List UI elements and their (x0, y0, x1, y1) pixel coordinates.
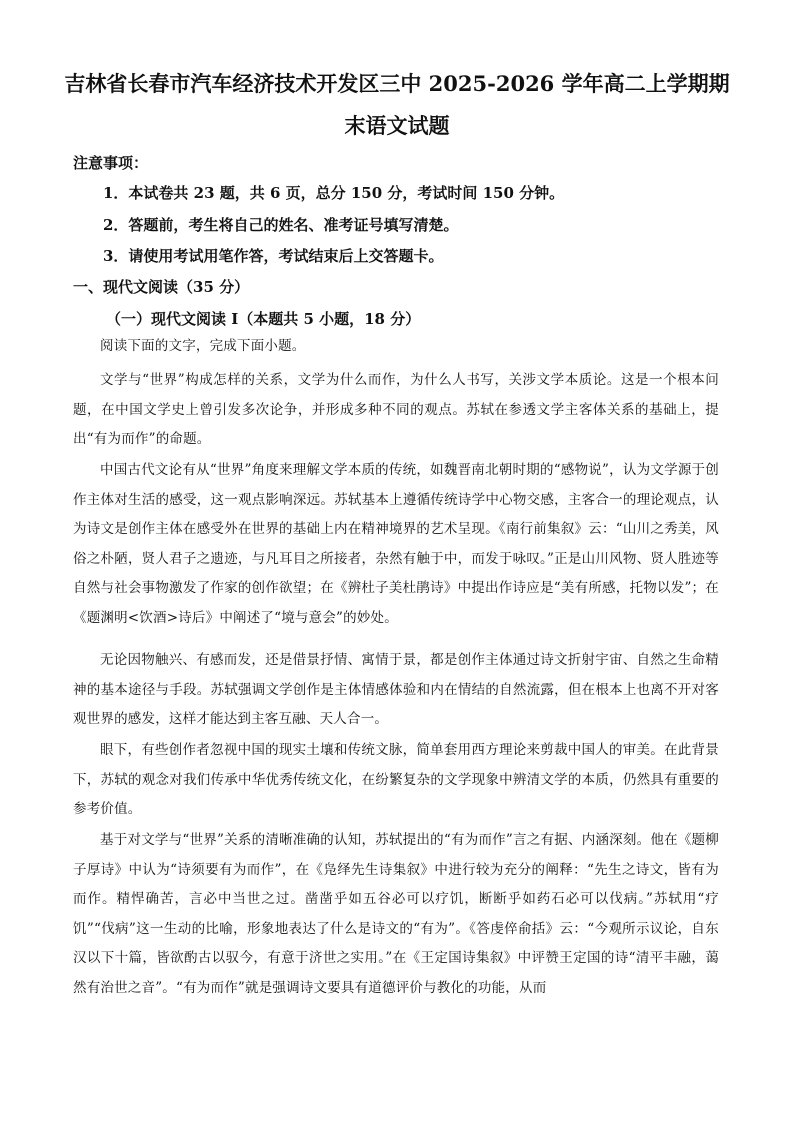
passage-paragraph-2: 中国古代文论有从“世界”角度来理解文学本质的传统，如魏晋南北朝时期的“感物说”，认为文学源于创作主体对生活的感受，这一观点影响深远。苏轼基本上遵循传统诗学中心物交感，主客合一的理论观点，认为诗文是创作主体在感受外在世界的基础上内在精神境界的艺术呈现。《南行前集叙》云：“山川之秀美，风俗之朴陋，贤人君子之遗迹，与凡耳目之所接者，杂然有触于中，而发于咏叹。”正是山川风物、贤人胜迹等自然与社会事物激发了作家的创作欲望；在《辨杜子美杜鹃诗》中提出作诗应是“美有所感，托物以发”；在《题渊明<饮酒>诗后》中阐述了“境与意会”的妙处。 (73, 462, 719, 626)
passage-paragraph-5: 基于对文学与“世界”关系的清晰准确的认知，苏轼提出的“有为而作”言之有据、内涵深刻。他在《题柳子厚诗》中认为“诗须要有为而作”，在《凫绎先生诗集叙》中进行较为充分的阐释：“先生之诗文，皆有为而作。精悍确苦，言必中当世之过。凿凿乎如五谷必可以疗饥，断断乎如药石必可以伐病。”苏轼用“疗饥”“伐病”这一生动的比喻，形象地表达了什么是诗文的“有为”。《答虔倅俞括》云：“今观所示议论，自东汉以下十篇，皆欲酌古以驭今，有意于济世之实用。”在《王定国诗集叙》中评赞王定国的诗“清平丰融，蔼然有治世之音”。“有为而作”就是强调诗文要具有道德评价与教化的功能，从而 (73, 832, 719, 996)
document-title-line-2: 末语文试题 (344, 113, 450, 138)
passage-paragraph-1: 文学与“世界”构成怎样的关系，文学为什么而作，为什么人书写，关涉文学本质论。这是一个根本问题，在中国文学史上曾引发多次论争，并形成多种不同的观点。苏轼在参透文学主客体关系的基础上，提出“有为而作”的命题。 (73, 372, 719, 447)
passage-paragraph-3: 无论因物触兴、有感而发，还是借景抒情、寓情于景，都是创作主体通过诗文折射宇宙、自然之生命精神的基本途径与手段。苏轼强调文学创作是主体情感体验和内在情结的自然流露，但在根本上也离不开对客观世界的感发，这样才能达到主客互融、天人合一。 (73, 652, 719, 727)
notice-item-2: 2．答题前，考生将自己的姓名、准考证号填写清楚。 (103, 216, 459, 234)
section-heading-modern-reading: 一、现代文阅读（35 分） (73, 278, 250, 296)
notice-heading: 注意事项： (73, 154, 149, 172)
document-title-line-1: 吉林省长春市汽车经济技术开发区三中 2025-2026 学年高二上学期期 (64, 71, 730, 96)
reading-instruction: 阅读下面的文字，完成下面小题。 (100, 338, 306, 354)
subsection-heading-reading-1: （一）现代文阅读 I（本题共 5 小题，18 分） (106, 310, 421, 328)
passage-paragraph-4: 眼下，有些创作者忽视中国的现实土壤和传统文脉，简单套用西方理论来剪裁中国人的审美。在此背景下，苏轼的观念对我们传承中华优秀传统文化，在纷繁复杂的文学现象中辨清文学的本质，仍然具有重要的参考价值。 (73, 742, 719, 817)
notice-item-1: 1．本试卷共 23 题，共 6 页，总分 150 分，考试时间 150 分钟。 (103, 184, 565, 202)
notice-item-3: 3．请使用考试用笔作答，考试结束后上交答题卡。 (103, 247, 444, 265)
